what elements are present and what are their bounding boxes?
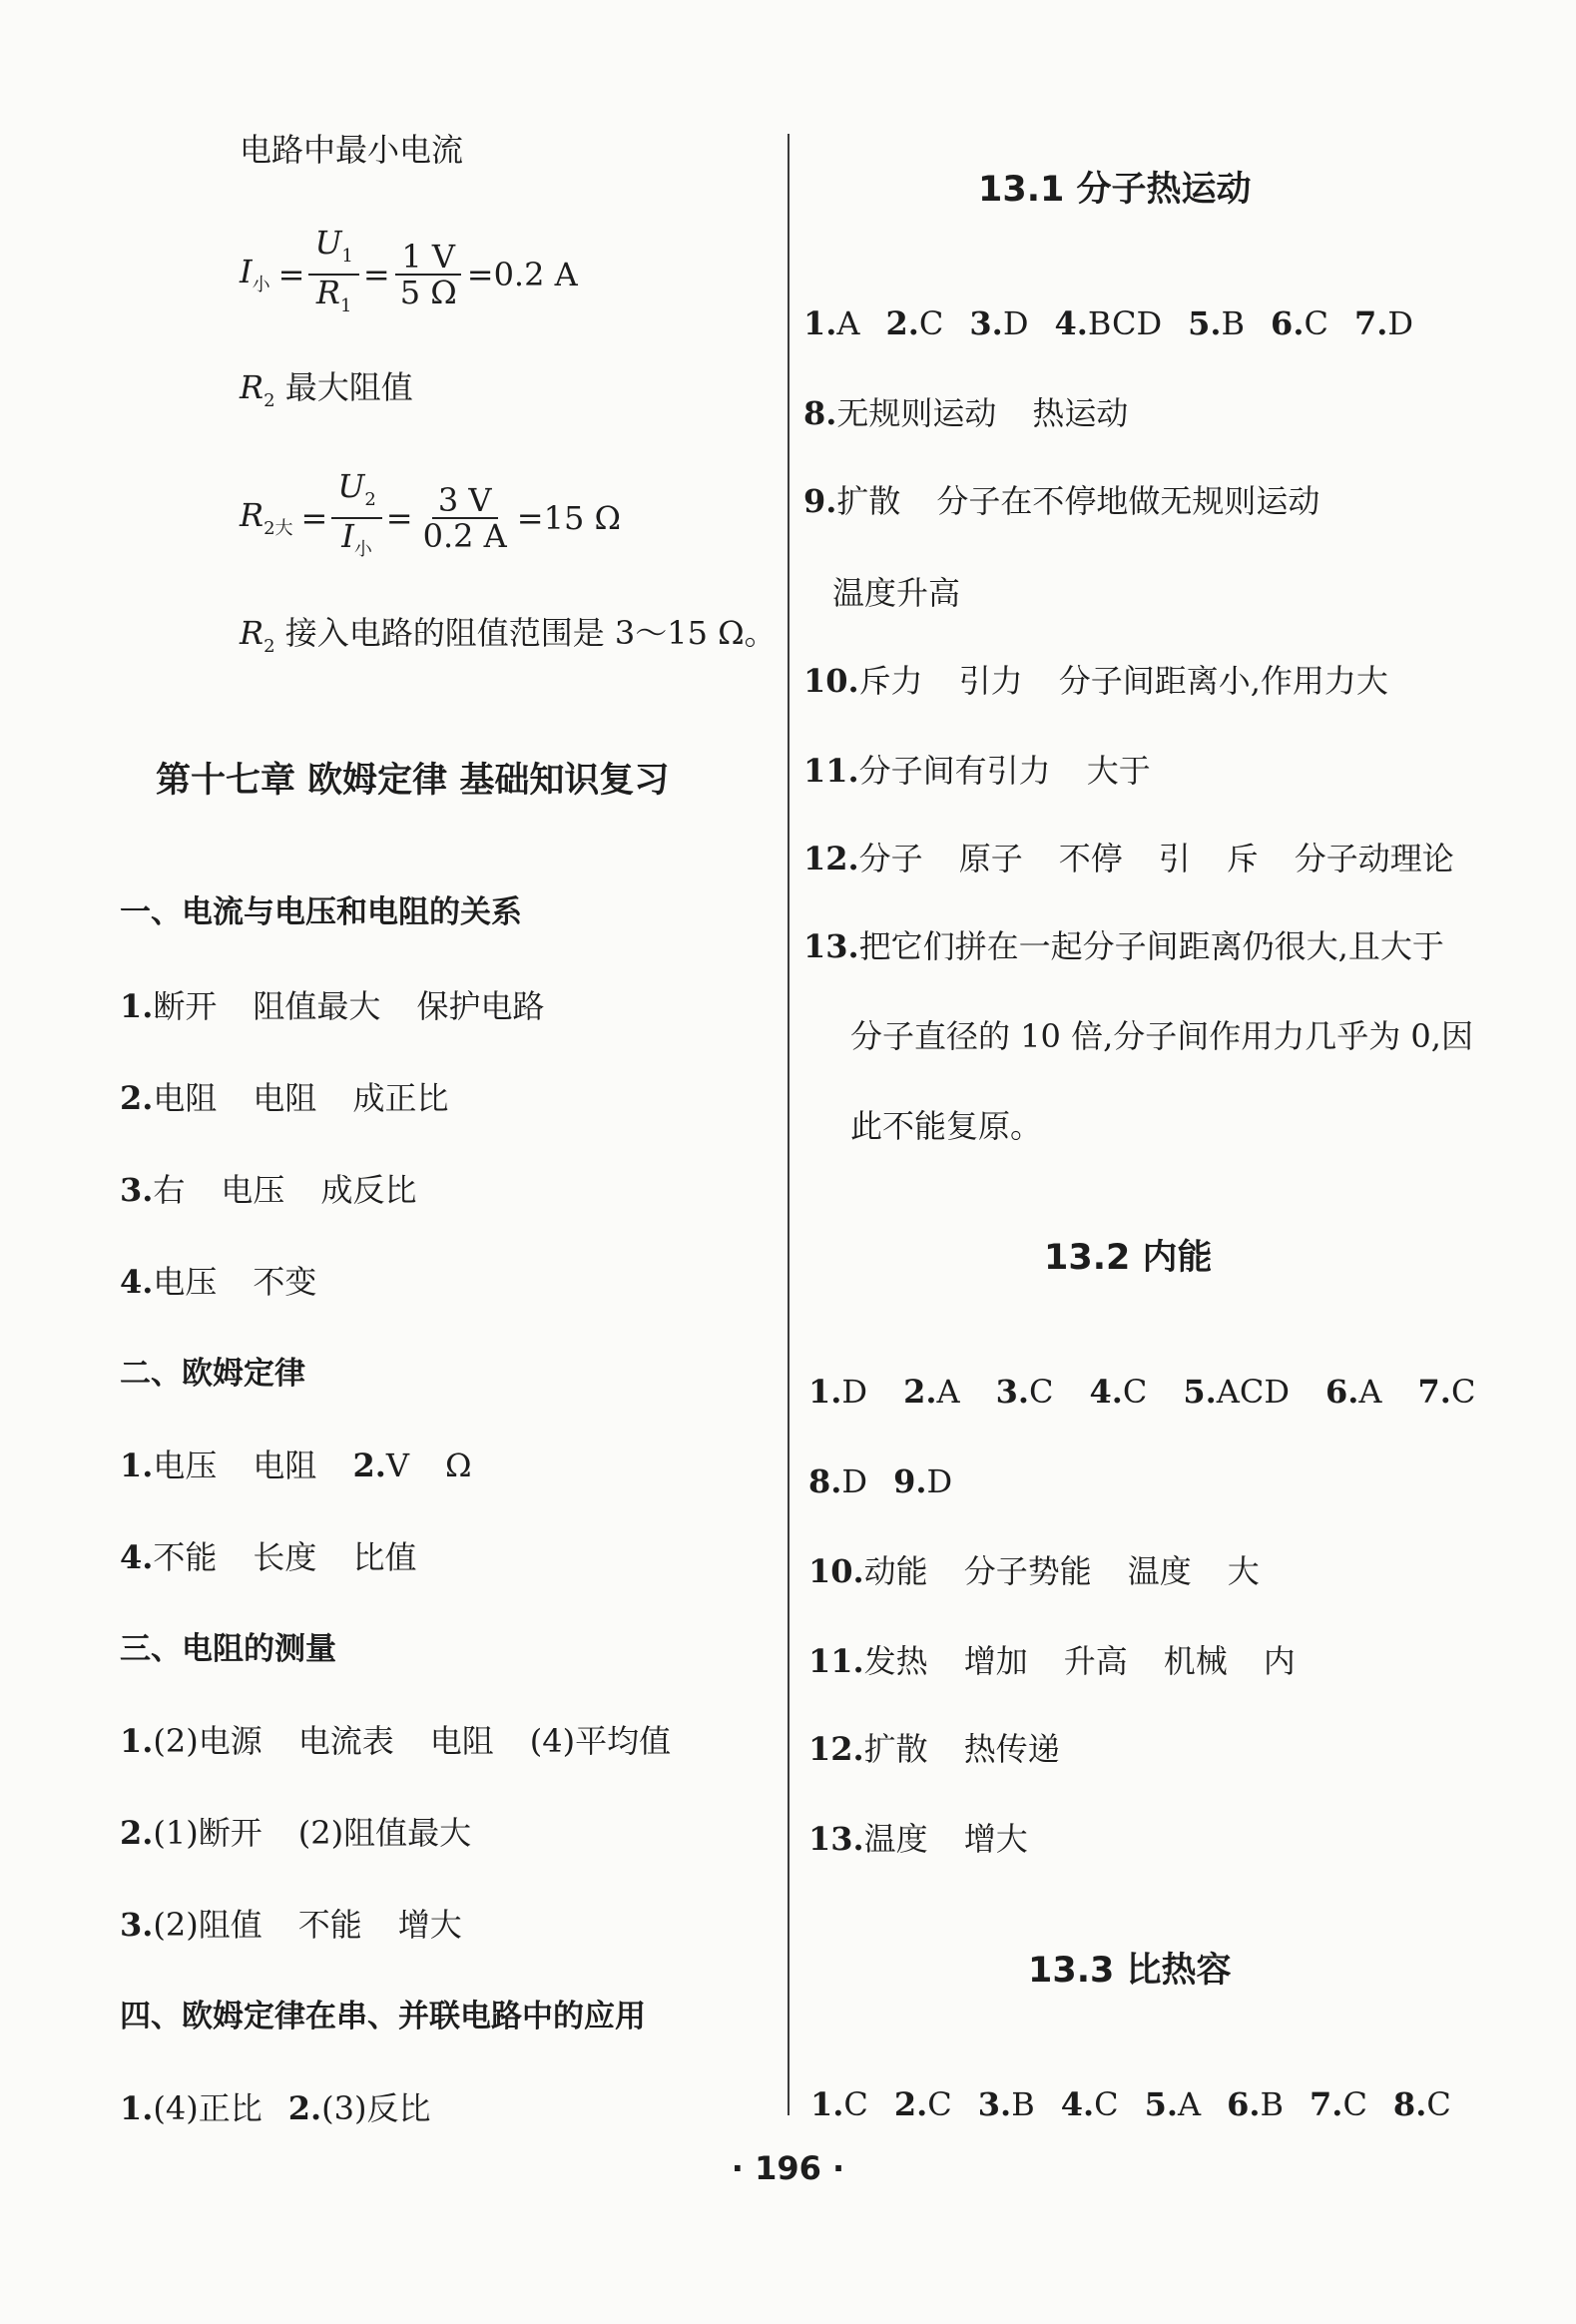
section-title-13-2: 13.2 内能 — [1044, 1238, 1213, 1278]
intro-text: 电路中最小电流 — [240, 131, 464, 169]
answer-row: 1.(2)电源 电流表 电阻 (4)平均值 — [120, 1722, 672, 1760]
answer-row: 12.扩散 热传递 — [808, 1730, 1060, 1768]
section-heading-2: 二、欧姆定律 — [120, 1356, 305, 1392]
answer-row: 1.C 2.C 3.B 4.C 5.A 6.B 7.C 8.C — [810, 2085, 1451, 2123]
answer-row: 10.动能 分子势能 温度 大 — [808, 1552, 1260, 1590]
equation-min-current: $I_小$ = $\frac{U_1}{R_1}$ = $\frac{1 V}{5 \Omega}$ =0.2 A — [240, 224, 578, 316]
answer-row: 8.无规则运动 热运动 — [803, 394, 1129, 432]
answer-row: 3.右 电压 成反比 — [120, 1171, 417, 1209]
section-heading-3: 三、电阻的测量 — [120, 1631, 336, 1667]
answer-row: 9.扩散 分子在不停地做无规则运动 — [803, 482, 1320, 520]
answer-row: 1.D 2.A 3.C 4.C 5.ACD 6.A 7.C — [808, 1373, 1476, 1411]
answer-row: 1.(4)正比 2.(3)反比 — [120, 2089, 431, 2127]
answer-row: 1.电压 电阻 2.V Ω — [120, 1447, 472, 1484]
answer-row: 11.发热 增加 升高 机械 内 — [808, 1642, 1296, 1680]
answer-row: 12.分子 原子 不停 引 斥 分子动理论 — [803, 840, 1454, 877]
column-divider — [788, 134, 789, 2115]
answer-row-continued: 分子直径的 10 倍,分子间作用力几乎为 0,因 — [850, 1017, 1473, 1055]
section-title-13-1: 13.1 分子热运动 — [978, 170, 1252, 210]
r2-max-label: $R_2$ 最大阻值 — [240, 368, 413, 411]
answer-row: 1.A 2.C 3.D 4.BCD 5.B 6.C 7.D — [803, 304, 1413, 342]
answer-row: 13.温度 增大 — [808, 1820, 1028, 1858]
answer-row: 4.不能 长度 比值 — [120, 1538, 417, 1576]
answer-row: 3.(2)阻值 不能 增大 — [120, 1906, 462, 1944]
section-title-13-3: 13.3 比热容 — [1028, 1951, 1232, 1991]
answer-row-continued: 此不能复原。 — [850, 1107, 1043, 1145]
answer-row: 2.电阻 电阻 成正比 — [120, 1079, 449, 1117]
answer-row: 10.斥力 引力 分子间距离小,作用力大 — [803, 662, 1388, 700]
answer-row: 4.电压 不变 — [120, 1263, 317, 1301]
range-text: $R_2$ 接入电路的阻值范围是 3～15 Ω。 — [240, 614, 777, 657]
answer-row: 1.断开 阻值最大 保护电路 — [120, 987, 545, 1025]
answer-row: 13.把它们拼在一起分子间距离仍很大,且大于 — [803, 927, 1444, 965]
page-number: · 196 · — [731, 2149, 845, 2187]
answer-row: 2.(1)断开 (2)阻值最大 — [120, 1814, 472, 1852]
answer-row: 11.分子间有引力 大于 — [803, 752, 1151, 790]
chapter-title: 第十七章 欧姆定律 基础知识复习 — [156, 761, 670, 801]
section-heading-4: 四、欧姆定律在串、并联电路中的应用 — [120, 1999, 646, 2034]
answer-row-continued: 温度升高 — [832, 574, 961, 612]
section-heading-1: 一、电流与电压和电阻的关系 — [120, 894, 522, 930]
answer-row: 8.D 9.D — [808, 1462, 953, 1500]
equation-r2-max: $R_{2大}$ = $\frac{U_2}{I_小}$ = $\frac{3 V}{0.2 A}$ =15 Ω — [240, 467, 621, 560]
